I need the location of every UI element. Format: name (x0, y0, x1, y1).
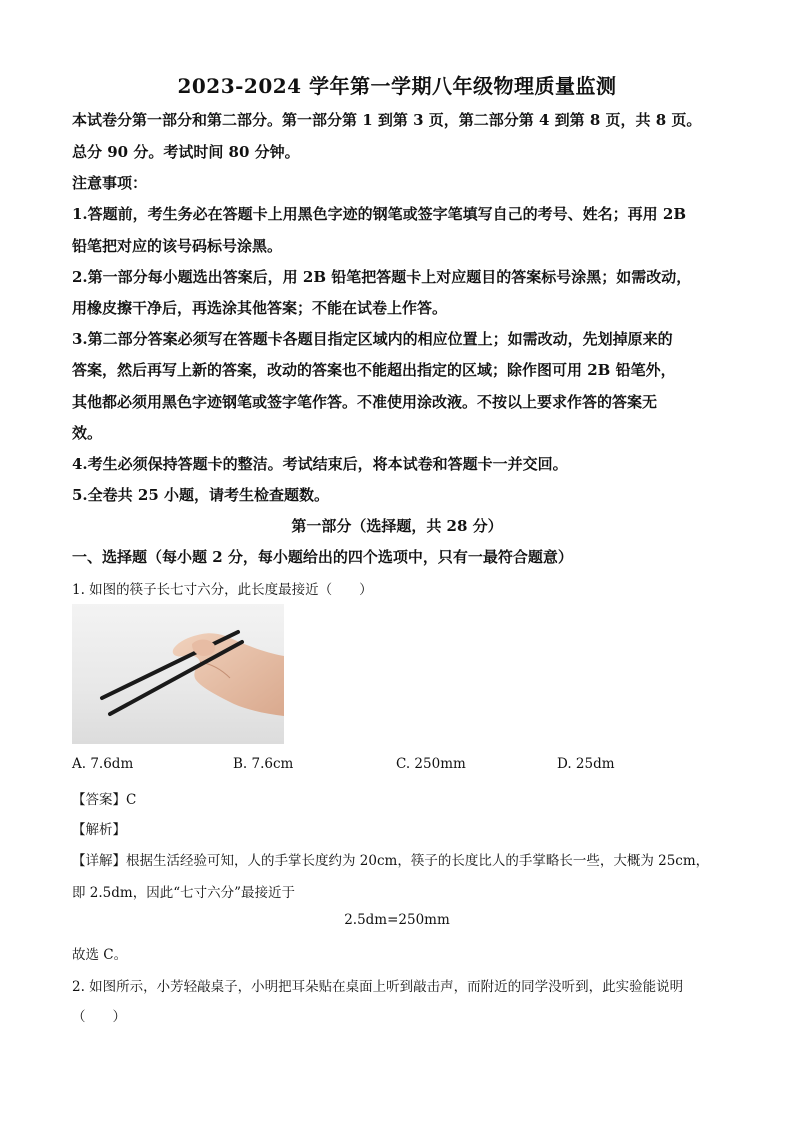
q1-detail-line-2: 即 2.5dm，因此“七寸六分”最接近于 (72, 885, 296, 901)
chopsticks-hand-illustration (72, 604, 284, 744)
note-3-line-4: 效。 (72, 424, 103, 442)
q1-detail-line-1: 【详解】根据生活经验可知，人的手掌长度约为 20cm，筷子的长度比人的手掌略长一些，大概为 25cm， (72, 853, 710, 869)
q1-option-b: B. 7.6cm (233, 756, 294, 772)
note-2-line-1: 2.第一部分每小题选出答案后，用 2B 铅笔把答题卡上对应题目的答案标号涂黑；如需改动， (72, 268, 692, 286)
part-1-heading: 第一部分（选择题，共 28 分） (291, 517, 503, 535)
q1-formula: 2.5dm=250mm (344, 912, 450, 928)
q1-option-d: D. 25dm (557, 756, 615, 772)
note-4: 4.考生必须保持答题卡的整洁。考试结束后，将本试卷和答题卡一并交回。 (72, 455, 568, 473)
q1-option-c: C. 250mm (396, 756, 466, 772)
intro-line-2: 总分 90 分。考试时间 80 分钟。 (72, 143, 300, 161)
hand-shape (173, 633, 284, 716)
page-title: 2023-2024 学年第一学期八年级物理质量监测 (177, 74, 617, 98)
q1-analysis-label: 【解析】 (72, 822, 126, 838)
note-1-line-2: 铅笔把对应的该号码标号涂黑。 (72, 237, 283, 255)
intro-line-1: 本试卷分第一部分和第二部分。第一部分第 1 到第 3 页，第二部分第 4 到第 8 页，共 8 页。 (72, 111, 702, 129)
note-3-line-2: 答案，然后再写上新的答案，改动的答案也不能超出指定的区域；除作图可用 2B 铅笔外， (72, 361, 676, 379)
note-2-line-2: 用橡皮擦干净后，再选涂其他答案；不能在试卷上作答。 (72, 299, 448, 317)
chopsticks-photo (72, 604, 284, 744)
notes-heading: 注意事项： (72, 174, 148, 192)
q1-option-a: A. 7.6dm (72, 756, 134, 772)
section-1-heading: 一、选择题（每小题 2 分，每小题给出的四个选项中，只有一最符合题意） (72, 548, 573, 566)
question-2-stem-line-1: 2. 如图所示，小芳轻敲桌子，小明把耳朵贴在桌面上听到敲击声，而附近的同学没听到，此实验能说明 (72, 979, 684, 995)
question-2-stem-line-2: （ ） (72, 1009, 126, 1025)
note-3-line-1: 3.第二部分答案必须写在答题卡各题目指定区域内的相应位置上；如需改动，先划掉原来的 (72, 330, 673, 348)
note-5: 5.全卷共 25 小题，请考生检查题数。 (72, 486, 329, 504)
q1-answer: 【答案】C (72, 792, 137, 808)
question-1-stem: 1. 如图的筷子长七寸六分，此长度最接近（ ） (72, 582, 373, 598)
note-3-line-3: 其他都必须用黑色字迹钢笔或签字笔作答。不准使用涂改液。不按以上要求作答的答案无 (72, 393, 658, 411)
q1-conclusion: 故选 C。 (72, 947, 128, 963)
note-1-line-1: 1.答题前，考生务必在答题卡上用黑色字迹的钢笔或签字笔填写自己的考号、姓名；再用 2B (72, 205, 687, 223)
